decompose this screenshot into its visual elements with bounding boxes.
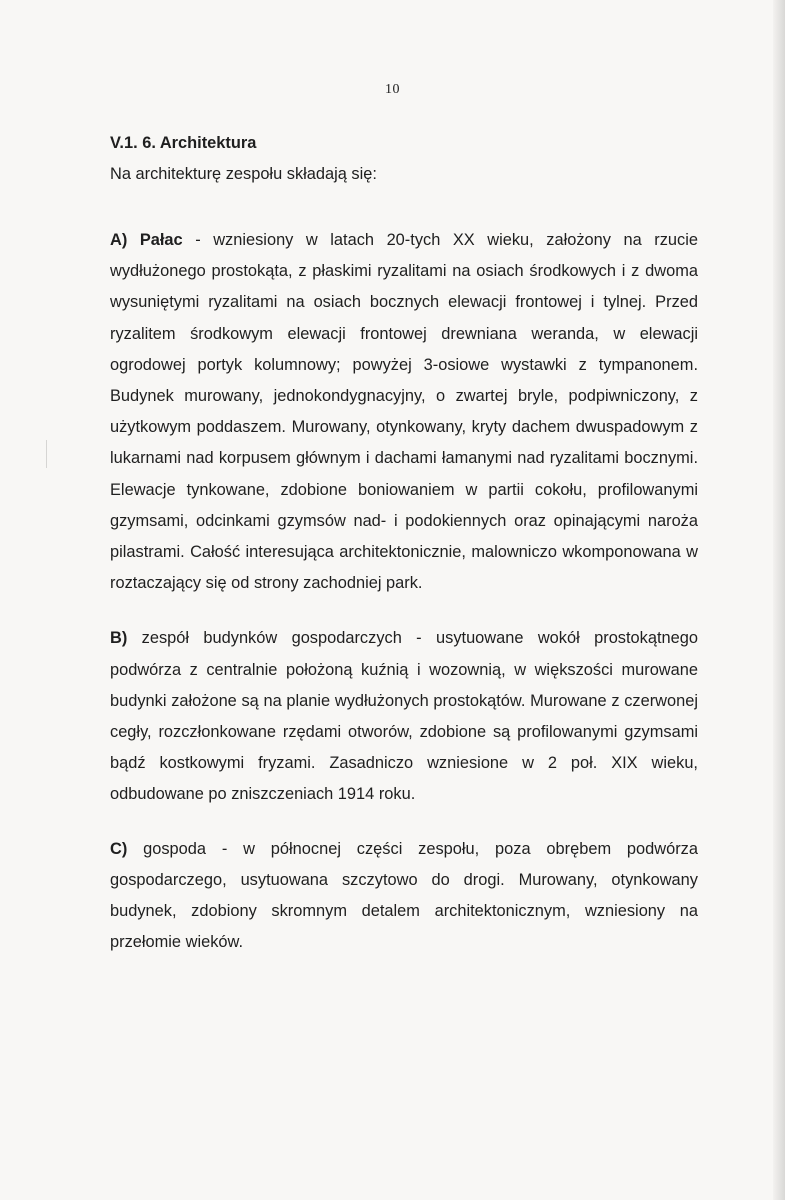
intro-text: Na architekturę zespołu składają się: [110,165,377,183]
paragraph-text: gospoda - w północnej części zespołu, poza obrębem podwórza gospodarczego, usytuowana szczytowo do drogi. Murowany, otynkowany budynek, zdobiony skromnym detalem architektonicznym, wzniesiony na przełomie wieków. [110,839,698,952]
paragraph-text: zespół budynków gospodarczych - usytuowane wokół prostokątnego podwórza z centralnie położoną kuźnią i wozownią, w większości murowane budynki założone są na planie wydłużonych prostokątów. Murowane z czerwonej cegły, rozczłonkowane rzędami otworów, zdobione są profilowanymi gzymsami bądź kostkowymi fryzami. Zasadniczo wzniesione w 2 poł. XIX wieku, odbudowane po zniszczeniach 1914 roku. [110,629,698,804]
paragraph-marker: B) [110,629,128,648]
paragraph-marker: C) [110,839,128,858]
paragraph-palace [110,225,698,599]
paragraph-text: - wzniesiony w latach 20-tych XX wieku, założony na rzucie wydłużonego prostokąta, z płaskimi ryzalitami na osiach środkowych i z dwoma wysuniętymi ryzalitami na osiach bocznych elewacji frontowej i tylnej. Przed ryzalitem środkowym elewacji frontowej drewniana weranda, w elewacji ogrodowej portyk kolumnowy; powyżej 3-osiowe wystawki z tympanonem. Budynek murowany, jednokondygnacyjny, o zwartej bryle, podpiwniczony, z użytkowym poddaszem. Murowany, otynkowany, kryty dachem dwuspadowym z lukarnami nad korpusem głównym i dachami łamanymi nad ryzalitami bocznymi. Elewacje tynkowane, zdobione boniowaniem w partii cokołu, profilowanymi gzymsami, odcinkami gzymsów nad- i podokiennych oraz opinającymi naroża pilastrami. Całość interesująca architektonicznie, malowniczo wkomponowana w roztaczający się od strony zachodniej park. [110,231,698,593]
page-number: 10 [385,82,400,97]
scan-mark [46,440,47,468]
paragraph-farm-buildings [110,623,698,810]
document-body [110,130,698,958]
paragraph-inn [110,834,698,959]
paragraph-marker: A) Pałac [110,231,183,249]
section-heading: V.1. 6. Architektura [110,134,257,152]
page-edge-shadow [773,0,785,1200]
